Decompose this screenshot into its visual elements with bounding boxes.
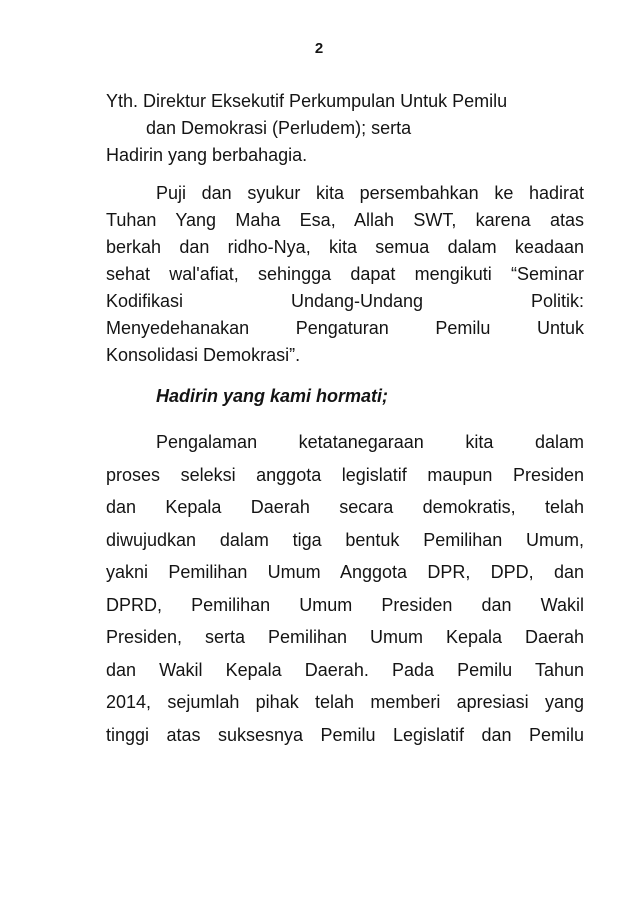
paragraph-line: yakni Pemilihan Umum Anggota DPR, DPD, dan [106,562,584,582]
paragraph-line: diwujudkan dalam tiga bentuk Pemilihan Umum, [106,529,584,550]
document-body [106,88,584,751]
salutation-block [106,88,584,169]
salutation-line: Yth. Direktur Eksekutif Perkumpulan Untuk Pemilu [106,91,508,111]
paragraph-line: Tuhan Yang Maha Esa, Allah SWT, karena atas [106,210,584,230]
paragraph-opening [106,180,584,369]
paragraph-line: Puji dan syukur kita persembahkan ke hadirat [156,183,584,203]
salutation-line: Hadirin yang berbahagia. [106,145,308,165]
paragraph-line: berkah dan ridho-Nya, kita semua dalam keadaan [106,237,584,257]
paragraph-line: Presiden, serta Pemilihan Umum Kepala Daerah [106,627,584,647]
page-number: 2 [314,40,324,57]
paragraph-line: tinggi atas suksesnya Pemilu Legislatif dan Pemilu [106,724,584,745]
paragraph-line: sehat wal'afiat, sehingga dapat mengikuti “Seminar [106,264,584,284]
salutation-line: dan Demokrasi (Perludem); serta [146,118,412,138]
paragraph-line: proses seleksi anggota legislatif maupun Presiden [106,464,584,485]
paragraph-line: Menyedehanakan Pengaturan Pemilu Untuk [106,318,584,338]
paragraph-line: Pengalaman ketatanegaraan kita dalam [156,432,584,452]
greeting-heading: Hadirin yang kami hormati; [156,386,389,406]
paragraph-line: dan Wakil Kepala Daerah. Pada Pemilu Tahun [106,659,584,680]
paragraph-experience [106,426,584,751]
paragraph-line: 2014, sejumlah pihak telah memberi apresiasi yang [106,692,584,712]
paragraph-line: Kodifikasi Undang-Undang Politik: [106,291,584,311]
paragraph-line: Konsolidasi Demokrasi”. [106,345,301,365]
paragraph-line: DPRD, Pemilihan Umum Presiden dan Wakil [106,594,584,615]
paragraph-line: dan Kepala Daerah secara demokratis, telah [106,497,584,517]
